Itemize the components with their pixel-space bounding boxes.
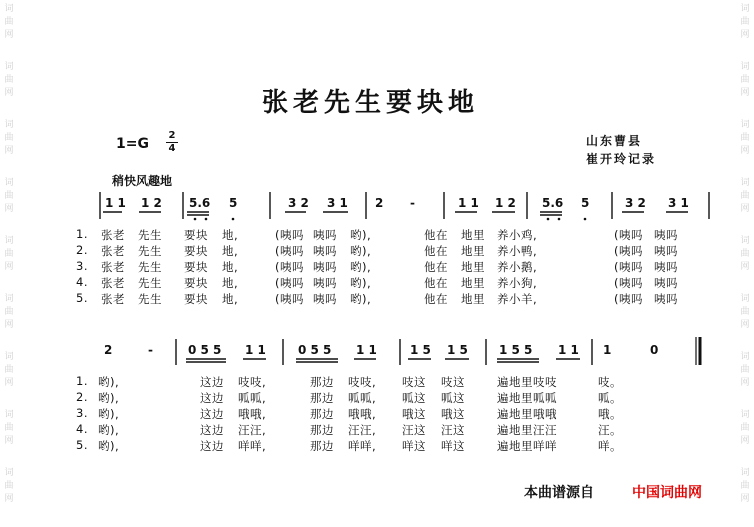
watermark-glyph: 网 <box>740 436 750 446</box>
lyric-2-3-8: 哦这 <box>441 407 465 421</box>
watermark-glyph: 词 <box>4 352 14 362</box>
lyric-2-4-7: 汪这 <box>402 423 426 437</box>
lyric-1-5-12: (咦吗 <box>614 292 643 306</box>
credit-region: 山东曹县 <box>586 134 643 148</box>
lyric-1-1-2: 张老 <box>101 228 125 242</box>
meter-top: 2 <box>168 130 176 141</box>
watermark-glyph: 曲 <box>740 307 750 317</box>
note-1-4: 5 <box>229 196 238 210</box>
lyric-2-5-7: 咩这 <box>402 439 426 453</box>
lyric-1-4-9: 他在 <box>424 276 448 290</box>
credit-recorder: 崔开玲记录 <box>586 152 657 166</box>
lyric-1-4-10: 地里 <box>461 276 485 290</box>
lyric-2-1-2: 哟), <box>98 375 120 389</box>
watermark-glyph: 曲 <box>4 75 14 85</box>
lyric-1-4-13: 咦吗 <box>654 276 678 290</box>
note-1-14: 3 1 <box>668 196 689 210</box>
note-1-7: 2 <box>375 196 384 210</box>
lyric-2-4-3: 这边 <box>200 423 224 437</box>
lyric-2-2-10: 呱。 <box>598 391 622 405</box>
lyric-1-5-5: 地, <box>222 292 239 306</box>
watermark-glyph: 词 <box>4 410 14 420</box>
note-2-1: 2 <box>104 343 113 357</box>
lyric-1-3-8: 哟), <box>350 260 372 274</box>
lyric-1-3-2: 张老 <box>101 260 125 274</box>
lyric-1-1-4: 要块 <box>184 228 208 242</box>
lyric-1-3-7: 咦吗 <box>313 260 337 274</box>
lyric-2-5-4: 咩咩, <box>238 439 267 453</box>
watermark-glyph: 网 <box>4 146 14 156</box>
meter-bottom: 4 <box>168 143 176 154</box>
lyric-2-1-4: 吱吱, <box>238 375 267 389</box>
lyric-1-5-1: 5. <box>76 291 88 305</box>
watermark-glyph: 曲 <box>740 423 750 433</box>
note-2-6: 1 1 <box>356 343 377 357</box>
watermark-glyph: 曲 <box>740 191 750 201</box>
key-signature: 1=G <box>116 136 149 152</box>
watermark-glyph: 词 <box>740 410 750 420</box>
lyric-1-1-6: (咦吗 <box>275 228 304 242</box>
lyric-1-2-9: 他在 <box>424 244 448 258</box>
watermark-glyph: 词 <box>4 4 14 14</box>
watermark-glyph: 网 <box>740 320 750 330</box>
note-2-12: 0 <box>650 343 659 357</box>
watermark-glyph: 曲 <box>4 481 14 491</box>
watermark-glyph: 词 <box>4 468 14 478</box>
lyric-1-3-3: 先生 <box>138 260 162 274</box>
watermark-glyph: 网 <box>4 204 14 214</box>
tempo-marking: 稍快风趣地 <box>112 174 173 188</box>
lyric-2-3-7: 哦这 <box>402 407 426 421</box>
watermark-glyph: 网 <box>4 262 14 272</box>
lyric-2-5-2: 哟), <box>98 439 120 453</box>
watermark-glyph: 网 <box>740 88 750 98</box>
lyric-1-5-2: 张老 <box>101 292 125 306</box>
lyric-2-1-10: 吱。 <box>598 375 622 389</box>
lyric-2-4-8: 汪这 <box>441 423 465 437</box>
watermark-glyph: 词 <box>740 468 750 478</box>
lyric-1-2-12: (咦吗 <box>614 244 643 258</box>
lyric-1-1-9: 他在 <box>424 228 448 242</box>
lyric-2-1-9: 遍地里吱吱 <box>497 375 557 389</box>
watermark-glyph: 曲 <box>740 365 750 375</box>
lyric-2-3-3: 这边 <box>200 407 224 421</box>
lyric-2-3-1: 3. <box>76 406 88 420</box>
lyric-2-4-1: 4. <box>76 422 88 436</box>
watermark-glyph: 词 <box>740 4 750 14</box>
lyric-1-5-7: 咦吗 <box>313 292 337 306</box>
watermark-glyph: 词 <box>4 178 14 188</box>
note-1-5: 3 2 <box>288 196 309 210</box>
lyric-2-2-7: 呱这 <box>402 391 426 405</box>
note-1-11: 5.6 <box>542 196 564 210</box>
lyric-1-3-13: 咦吗 <box>654 260 678 274</box>
lyric-1-5-10: 地里 <box>461 292 485 306</box>
lyric-1-4-11: 养小狗, <box>497 276 538 290</box>
note-2-11: 1 <box>603 343 612 357</box>
watermark-glyph: 曲 <box>740 133 750 143</box>
watermark-glyph: 曲 <box>740 17 750 27</box>
lyric-2-2-5: 那边 <box>310 391 334 405</box>
lyric-1-1-5: 地, <box>222 228 239 242</box>
lyric-2-5-9: 遍地里咩咩 <box>497 439 557 453</box>
lyric-2-2-2: 哟), <box>98 391 120 405</box>
lyric-2-1-3: 这边 <box>200 375 224 389</box>
lyric-2-5-1: 5. <box>76 438 88 452</box>
lyric-1-4-8: 哟), <box>350 276 372 290</box>
lyric-2-2-6: 呱呱, <box>348 391 377 405</box>
watermark-glyph: 词 <box>740 178 750 188</box>
note-1-10: 1 2 <box>495 196 516 210</box>
lyric-2-4-9: 遍地里汪汪 <box>497 423 557 437</box>
lyric-1-1-3: 先生 <box>138 228 162 242</box>
lyric-2-2-1: 2. <box>76 390 88 404</box>
lyric-1-3-1: 3. <box>76 259 88 273</box>
lyric-1-2-2: 张老 <box>101 244 125 258</box>
watermark-glyph: 词 <box>740 120 750 130</box>
lyric-2-1-5: 那边 <box>310 375 334 389</box>
lyric-1-2-8: 哟), <box>350 244 372 258</box>
watermark-glyph: 网 <box>740 262 750 272</box>
watermark-glyph: 网 <box>4 378 14 388</box>
lyric-2-1-8: 吱这 <box>441 375 465 389</box>
lyric-1-4-12: (咦吗 <box>614 276 643 290</box>
lyric-1-5-3: 先生 <box>138 292 162 306</box>
lyric-1-2-1: 2. <box>76 243 88 257</box>
lyric-1-2-13: 咦吗 <box>654 244 678 258</box>
note-2-3: 0 5 5 <box>188 343 222 357</box>
lyric-2-1-1: 1. <box>76 374 88 388</box>
lyric-2-4-5: 那边 <box>310 423 334 437</box>
watermark-glyph: 网 <box>740 494 750 504</box>
lyric-1-3-12: (咦吗 <box>614 260 643 274</box>
watermark-glyph: 词 <box>4 294 14 304</box>
watermark-glyph: 曲 <box>740 75 750 85</box>
watermark-glyph: 词 <box>740 62 750 72</box>
watermark-glyph: 网 <box>740 146 750 156</box>
lyric-2-5-3: 这边 <box>200 439 224 453</box>
lyric-2-4-6: 汪汪, <box>348 423 377 437</box>
lyric-1-4-3: 先生 <box>138 276 162 290</box>
note-1-12: 5 <box>581 196 590 210</box>
watermark-glyph: 曲 <box>4 365 14 375</box>
lyric-1-2-10: 地里 <box>461 244 485 258</box>
lyric-2-4-2: 哟), <box>98 423 120 437</box>
lyric-1-1-10: 地里 <box>461 228 485 242</box>
lyric-1-5-9: 他在 <box>424 292 448 306</box>
song-title: 张老先生要块地 <box>262 88 480 118</box>
note-2-4: 1 1 <box>245 343 266 357</box>
watermark-glyph: 网 <box>740 30 750 40</box>
note-1-1: 1 1 <box>105 196 126 210</box>
lyric-1-1-12: (咦吗 <box>614 228 643 242</box>
lyric-1-2-6: (咦吗 <box>275 244 304 258</box>
lyric-1-1-7: 咦吗 <box>313 228 337 242</box>
lyric-1-3-10: 地里 <box>461 260 485 274</box>
lyric-1-3-6: (咦吗 <box>275 260 304 274</box>
lyric-1-1-11: 养小鸡, <box>497 228 538 242</box>
lyric-1-3-4: 要块 <box>184 260 208 274</box>
note-2-9: 1 5 5 <box>499 343 533 357</box>
lyric-1-5-8: 哟), <box>350 292 372 306</box>
note-1-9: 1 1 <box>458 196 479 210</box>
lyric-2-5-8: 咩这 <box>441 439 465 453</box>
lyric-2-1-7: 吱这 <box>402 375 426 389</box>
lyric-2-3-10: 哦。 <box>598 407 622 421</box>
lyric-2-1-6: 吱吱, <box>348 375 377 389</box>
note-1-3: 5.6 <box>189 196 211 210</box>
lyric-1-5-4: 要块 <box>184 292 208 306</box>
source-label: 本曲谱源自 <box>524 485 594 501</box>
lyric-1-1-8: 哟), <box>350 228 372 242</box>
note-2-7: 1 5 <box>410 343 431 357</box>
lyric-1-2-11: 养小鸭, <box>497 244 538 258</box>
lyric-1-4-5: 地, <box>222 276 239 290</box>
watermark-glyph: 网 <box>4 436 14 446</box>
lyric-2-2-8: 呱这 <box>441 391 465 405</box>
watermark-glyph: 曲 <box>740 249 750 259</box>
site-name-link[interactable]: 中国词曲网 <box>632 485 702 501</box>
lyric-1-2-3: 先生 <box>138 244 162 258</box>
lyric-1-2-4: 要块 <box>184 244 208 258</box>
watermark-glyph: 网 <box>740 378 750 388</box>
watermark-glyph: 词 <box>740 352 750 362</box>
lyric-1-4-1: 4. <box>76 275 88 289</box>
lyric-2-3-2: 哟), <box>98 407 120 421</box>
lyric-2-4-4: 汪汪, <box>238 423 267 437</box>
watermark-glyph: 词 <box>4 120 14 130</box>
watermark-glyph: 曲 <box>4 249 14 259</box>
lyric-1-5-11: 养小羊, <box>497 292 538 306</box>
lyric-2-3-4: 哦哦, <box>238 407 267 421</box>
note-1-2: 1 2 <box>141 196 162 210</box>
watermark-glyph: 网 <box>4 494 14 504</box>
lyric-2-5-5: 那边 <box>310 439 334 453</box>
lyric-1-3-9: 他在 <box>424 260 448 274</box>
lyric-2-3-9: 遍地里哦哦 <box>497 407 557 421</box>
lyric-2-2-9: 遍地里呱呱 <box>497 391 557 405</box>
lyric-1-3-5: 地, <box>222 260 239 274</box>
watermark-glyph: 曲 <box>4 17 14 27</box>
watermark-glyph: 词 <box>4 62 14 72</box>
watermark-glyph: 网 <box>740 204 750 214</box>
lyric-1-2-7: 咦吗 <box>313 244 337 258</box>
watermark-glyph: 曲 <box>4 423 14 433</box>
note-1-13: 3 2 <box>625 196 646 210</box>
lyric-1-5-6: (咦吗 <box>275 292 304 306</box>
lyric-1-1-13: 咦吗 <box>654 228 678 242</box>
lyric-2-3-6: 哦哦, <box>348 407 377 421</box>
lyric-1-3-11: 养小鹅, <box>497 260 538 274</box>
lyric-1-4-4: 要块 <box>184 276 208 290</box>
lyric-1-5-13: 咦吗 <box>654 292 678 306</box>
note-2-2: - <box>148 343 153 357</box>
lyric-2-2-3: 这边 <box>200 391 224 405</box>
lyric-2-5-6: 咩咩, <box>348 439 377 453</box>
lyric-1-1-1: 1. <box>76 227 88 241</box>
watermark-glyph: 词 <box>4 236 14 246</box>
note-2-10: 1 1 <box>558 343 579 357</box>
watermark-glyph: 曲 <box>4 307 14 317</box>
watermark-glyph: 网 <box>4 320 14 330</box>
watermark-glyph: 网 <box>4 88 14 98</box>
lyric-2-2-4: 呱呱, <box>238 391 267 405</box>
lyric-1-2-5: 地, <box>222 244 239 258</box>
lyric-1-4-6: (咦吗 <box>275 276 304 290</box>
watermark-glyph: 词 <box>740 236 750 246</box>
note-1-6: 3 1 <box>327 196 348 210</box>
watermark-glyph: 曲 <box>4 133 14 143</box>
note-1-8: - <box>410 196 415 210</box>
lyric-2-5-10: 咩。 <box>598 439 622 453</box>
lyric-1-4-2: 张老 <box>101 276 125 290</box>
note-2-8: 1 5 <box>447 343 468 357</box>
watermark-glyph: 曲 <box>4 191 14 201</box>
watermark-glyph: 词 <box>740 294 750 304</box>
watermark-glyph: 网 <box>4 30 14 40</box>
watermark-glyph: 曲 <box>740 481 750 491</box>
lyric-2-4-10: 汪。 <box>598 423 622 437</box>
lyric-1-4-7: 咦吗 <box>313 276 337 290</box>
lyric-2-3-5: 那边 <box>310 407 334 421</box>
note-2-5: 0 5 5 <box>298 343 332 357</box>
